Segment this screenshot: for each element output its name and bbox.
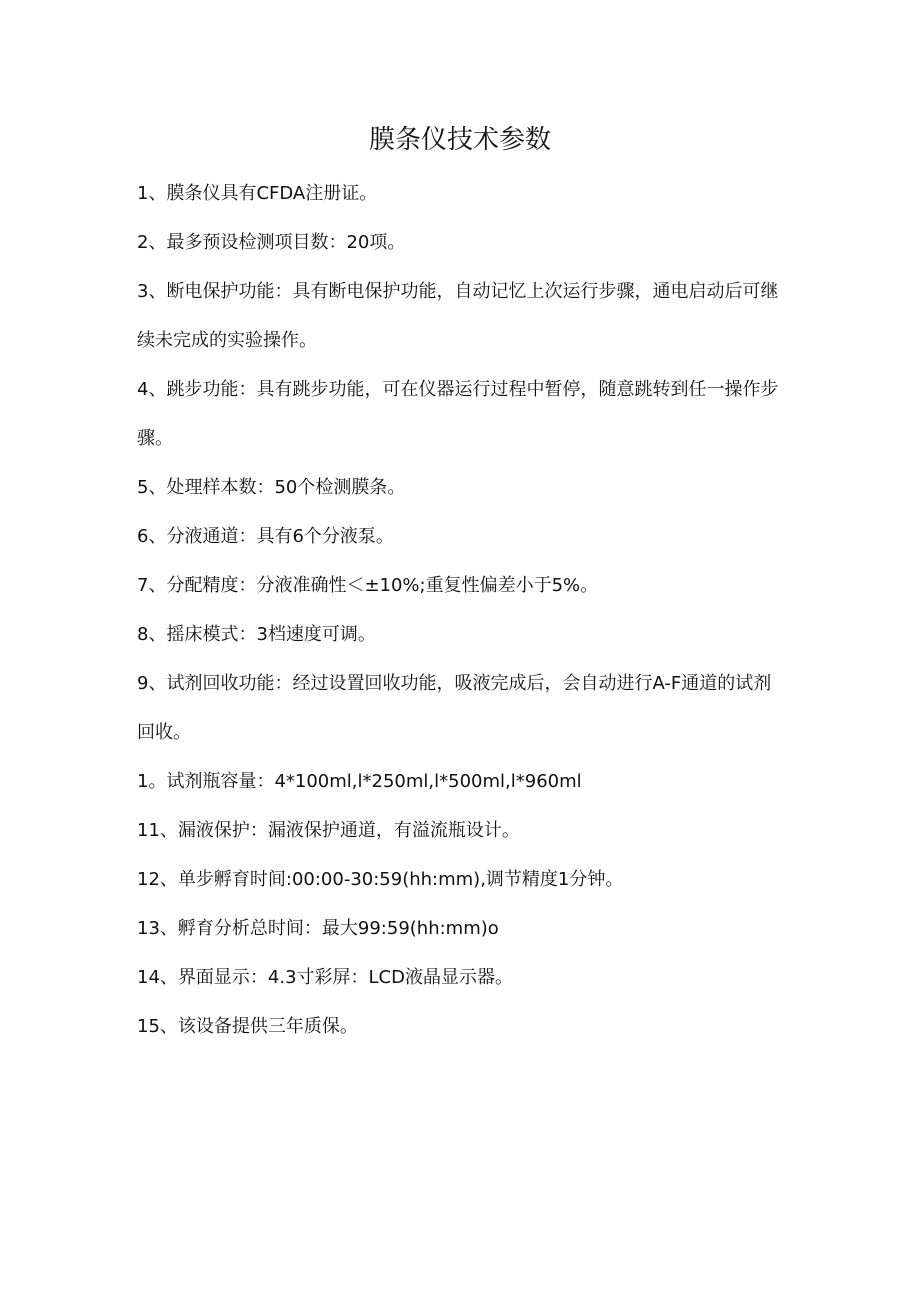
parameter-item-10: 1。试剂瓶容量：4*100ml,l*250ml,l*500ml,l*960ml: [137, 771, 582, 792]
parameter-item-2: 2、最多预设检测项目数：20项。: [137, 232, 406, 253]
parameter-item-14: 14、界面显示：4.3寸彩屏：LCD液晶显示器。: [137, 967, 513, 988]
parameter-item-8: 8、摇床模式：3档速度可调。: [137, 624, 376, 645]
parameter-item-6: 6、分液通道：具有6个分液泵。: [137, 526, 394, 547]
parameter-item-12: 12、单步孵育时间:00:00-30:59(hh:mm),调节精度1分钟。: [137, 869, 624, 890]
parameter-item-4: 4、跳步功能：具有跳步功能，可在仪器运行过程中暂停，随意跳转到任一操作步骤。: [137, 379, 779, 449]
parameter-item-9: 9、试剂回收功能：经过设置回收功能，吸液完成后，会自动进行A-F通道的试剂回收。: [137, 673, 772, 743]
parameter-item-13: 13、孵育分析总时间：最大99:59(hh:mm)o: [137, 918, 499, 939]
page-title: 膜条仪技术参数: [368, 125, 551, 155]
parameter-item-15: 15、该设备提供三年质保。: [137, 1016, 358, 1037]
parameter-list: [137, 169, 783, 1051]
parameter-item-5: 5、处理样本数：50个检测膜条。: [137, 477, 406, 498]
parameter-item-11: 11、漏液保护：漏液保护通道，有溢流瓶设计。: [137, 820, 520, 841]
parameter-item-1: 1、膜条仪具有CFDA注册证。: [137, 183, 378, 204]
parameter-item-3: 3、断电保护功能：具有断电保护功能，自动记忆上次运行步骤，通电启动后可继续未完成的实验操作。: [137, 281, 779, 351]
parameter-item-7: 7、分配精度：分液准确性＜±10%;重复性偏差小于5%。: [137, 575, 599, 596]
